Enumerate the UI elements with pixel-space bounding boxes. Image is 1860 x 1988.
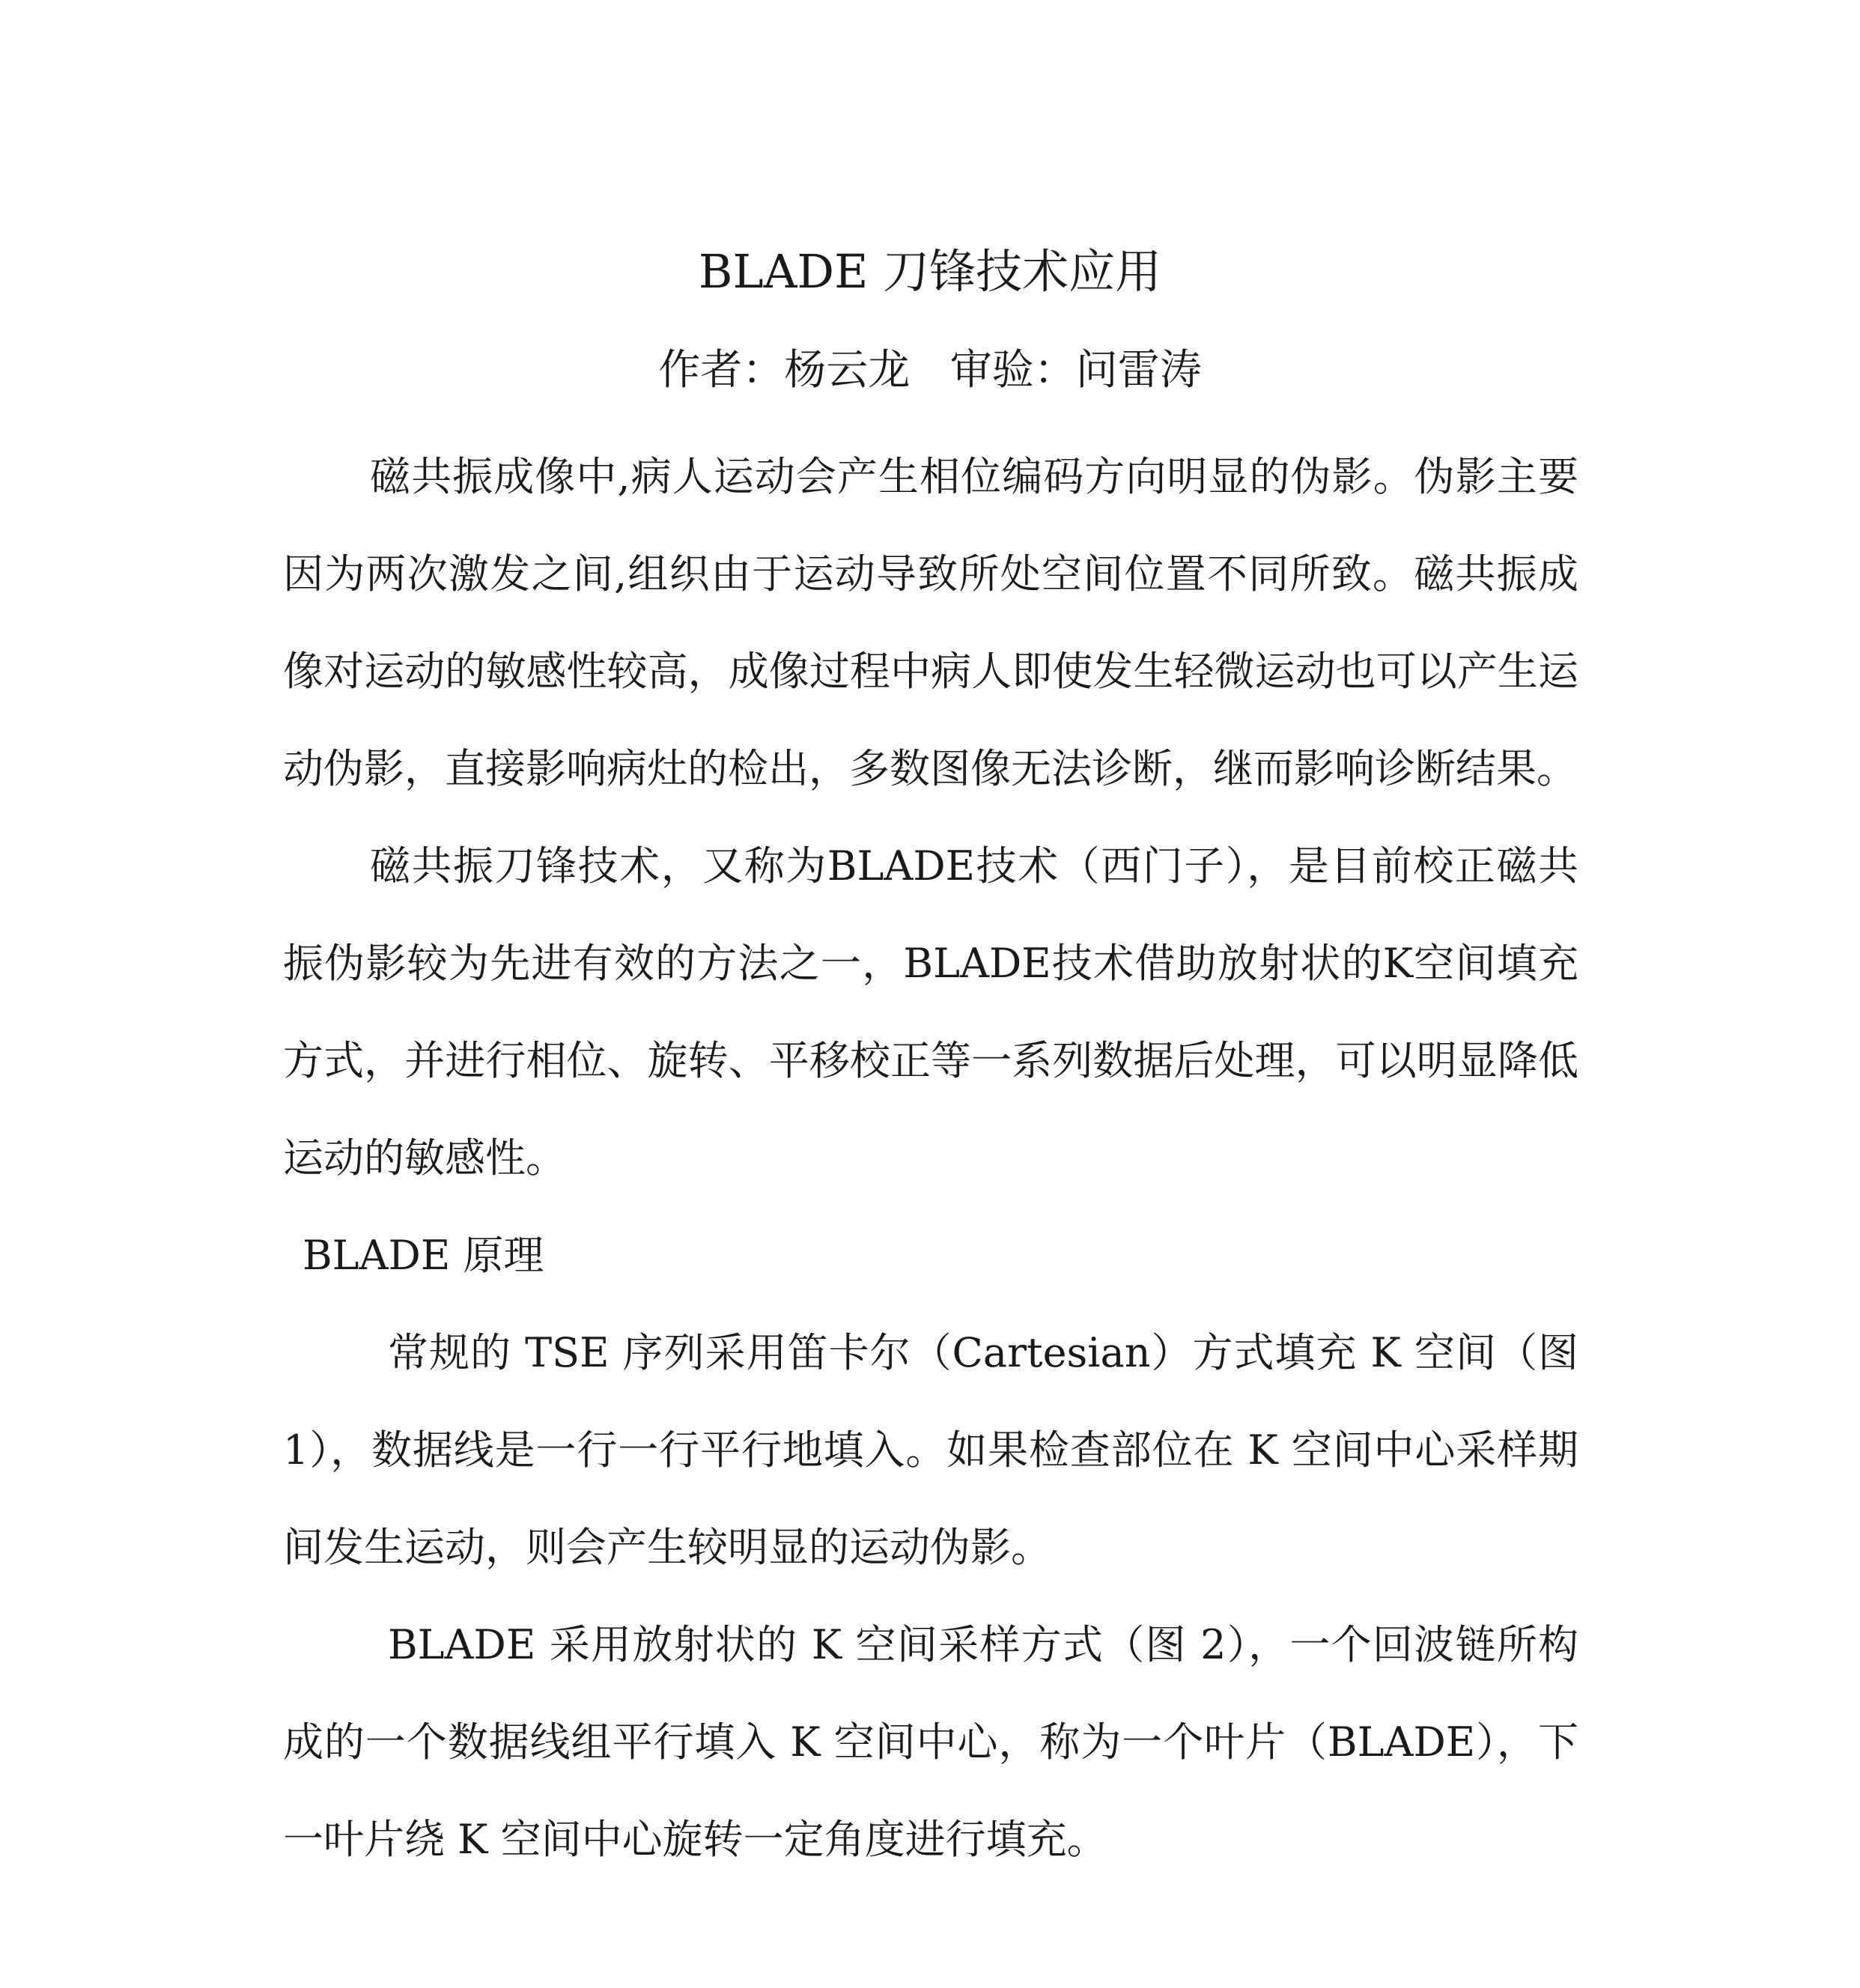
author-byline: 作者：杨云龙 审验：问雷涛 bbox=[658, 346, 1202, 395]
document-body bbox=[283, 428, 1578, 1888]
paragraph-radial-sampling: BLADE 采用放射状的 K 空间采样方式（图 2），一个回波链所构成的一个数据线组平行填入 K 空间中心，称为一个叶片（BLADE），下一叶片绕 K 空间中心旋转一定角度进行填充。 bbox=[283, 1621, 1578, 1863]
section-heading-blade-principle: BLADE 原理 bbox=[303, 1232, 544, 1279]
paragraph-motion-artifacts: 磁共振成像中,病人运动会产生相位编码方向明显的伪影。伪影主要因为两次激发之间,组织由于运动导致所处空间位置不同所致。磁共振成像对运动的敏感性较高，成像过程中病人即使发生轻微运动也可以产生运动伪影，直接影响病灶的检出，多数图像无法诊断，继而影响诊断结果。 bbox=[283, 453, 1578, 792]
paragraph-blade-intro: 磁共振刀锋技术，又称为BLADE技术（西门子），是目前校正磁共振伪影较为先进有效的方法之一，BLADE技术借助放射状的K空间填充方式，并进行相位、旋转、平移校正等一系列数据后处理，可以明显降低运动的敏感性。 bbox=[283, 842, 1578, 1182]
paragraph-cartesian-filling: 常规的 TSE 序列采用笛卡尔（Cartesian）方式填充 K 空间（图1），数据线是一行一行平行地填入。如果检查部位在 K 空间中心采样期间发生运动，则会产生较明显的运动伪影。 bbox=[283, 1329, 1578, 1571]
document-title: BLADE 刀锋技术应用 bbox=[698, 244, 1162, 299]
